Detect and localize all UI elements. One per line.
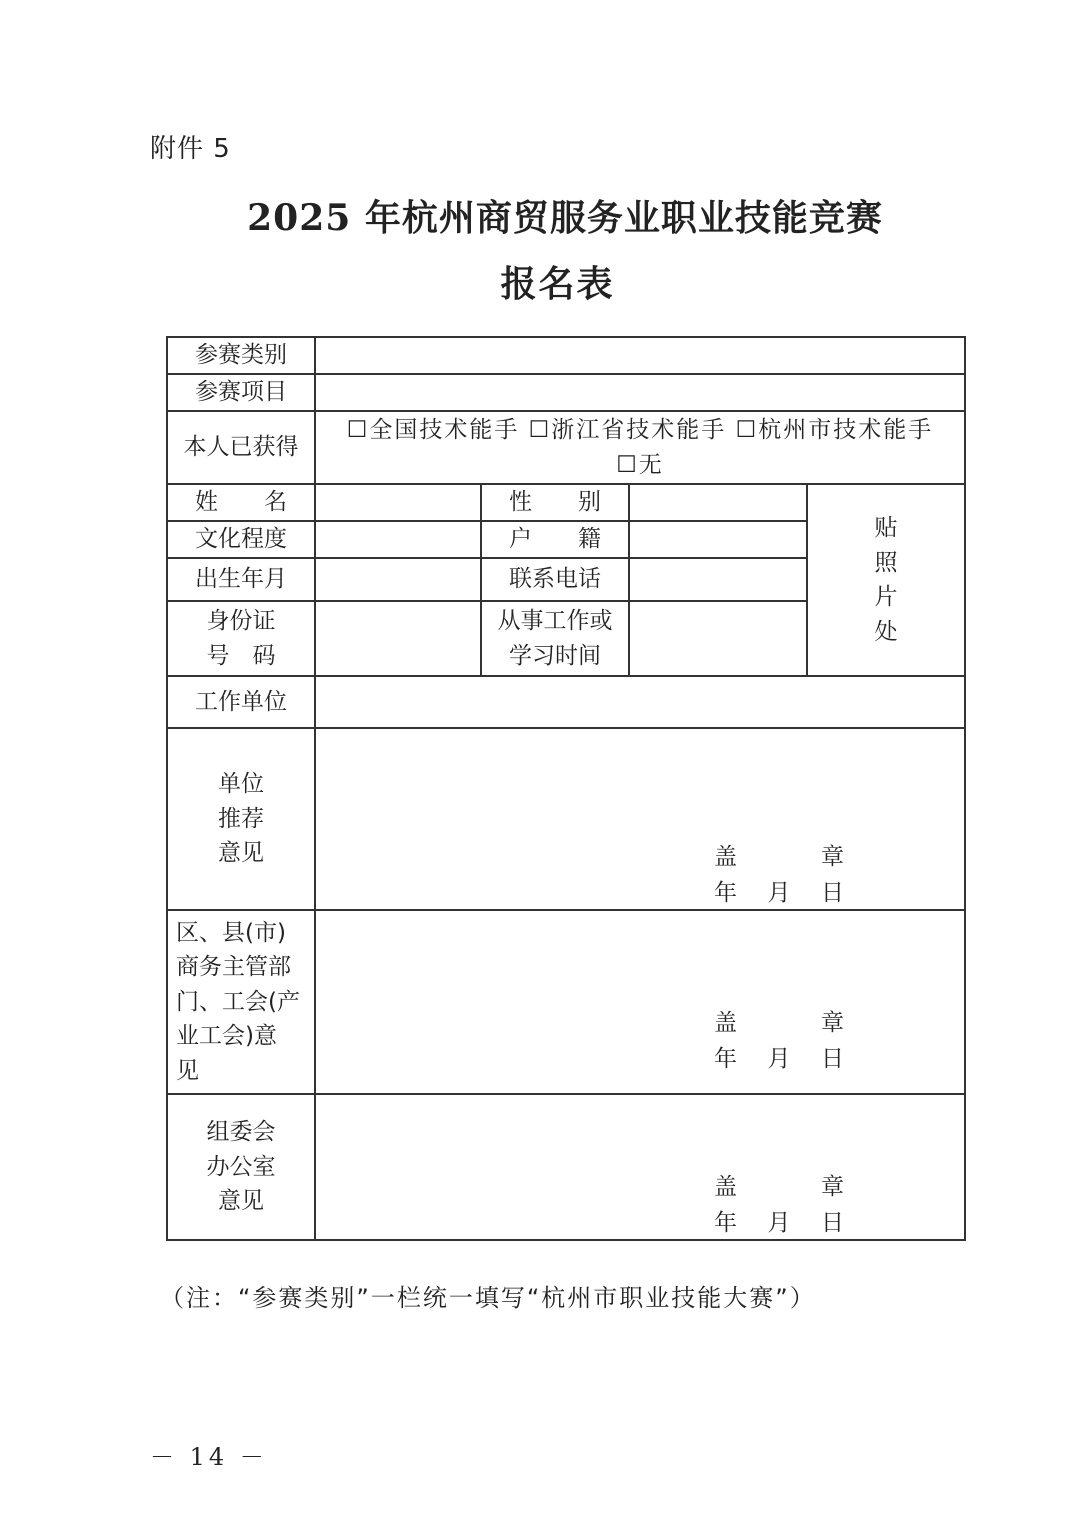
gender-label: 性 别 xyxy=(481,484,629,521)
district-opinion-line: 商务主管部 xyxy=(176,954,291,981)
birth-label: 出生年月 xyxy=(167,558,315,601)
district-opinion-input[interactable] xyxy=(315,910,965,1094)
date-day: 日 xyxy=(821,880,844,906)
district-opinion-line: 区、县(市) xyxy=(176,919,286,946)
district-opinion-line: 业工会)意 xyxy=(176,1023,277,1050)
seal-char: 章 xyxy=(821,844,844,870)
date-year: 年 xyxy=(714,1210,737,1236)
committee-opinion-label xyxy=(167,1094,315,1240)
unit-opinion-line: 意见 xyxy=(218,840,264,867)
unit-seal-block xyxy=(714,839,844,911)
category-label: 参赛类别 xyxy=(167,337,315,374)
seal-char: 章 xyxy=(821,1174,844,1200)
obtained-label: 本人已获得 xyxy=(167,411,315,484)
photo-label-char: 贴 xyxy=(874,515,898,541)
date-year: 年 xyxy=(714,1046,737,1072)
date-year: 年 xyxy=(714,880,737,906)
education-label: 文化程度 xyxy=(167,521,315,558)
category-input[interactable] xyxy=(315,337,965,374)
unit-opinion-label xyxy=(167,728,315,910)
footnote: （注：“参赛类别”一栏统一填写“杭州市职业技能大赛”） xyxy=(160,1284,816,1312)
birth-input[interactable] xyxy=(315,558,481,601)
work-time-label xyxy=(481,601,629,676)
date-month: 月 xyxy=(767,1210,791,1236)
work-time-label-line1: 从事工作或 xyxy=(497,608,613,634)
committee-opinion-line: 组委会 xyxy=(206,1119,276,1146)
phone-label: 联系电话 xyxy=(481,558,629,601)
committee-opinion-input[interactable] xyxy=(315,1094,965,1240)
phone-input[interactable] xyxy=(629,558,807,601)
committee-opinion-line: 意见 xyxy=(218,1188,264,1215)
committee-opinion-line: 办公室 xyxy=(206,1153,276,1180)
seal-char: 章 xyxy=(821,1010,844,1036)
hukou-input[interactable] xyxy=(629,521,807,558)
unit-opinion-row xyxy=(167,728,965,910)
work-time-label-line2: 学习时间 xyxy=(509,642,601,669)
seal-line xyxy=(714,839,844,875)
project-label: 参赛项目 xyxy=(167,374,315,411)
unit-opinion-input[interactable] xyxy=(315,728,965,910)
attachment-label: 附件 5 xyxy=(150,134,231,164)
district-opinion-line: 见 xyxy=(176,1057,199,1084)
unit-opinion-line: 单位 xyxy=(218,771,264,798)
project-row xyxy=(167,374,965,411)
photo-label-char: 处 xyxy=(874,618,898,645)
id-input[interactable] xyxy=(315,601,481,676)
date-day: 日 xyxy=(821,1046,844,1072)
committee-opinion-row xyxy=(167,1094,965,1240)
date-line xyxy=(714,1205,844,1241)
form-title-line1: 2025 年杭州商贸服务业职业技能竞赛 xyxy=(247,197,883,239)
name-label: 姓 名 xyxy=(167,484,315,521)
obtained-options-cell[interactable] xyxy=(315,411,965,484)
seal-char: 盖 xyxy=(714,1174,737,1200)
work-time-input[interactable] xyxy=(629,601,807,676)
date-line xyxy=(714,1041,844,1077)
page-number: － 14 － xyxy=(150,1443,268,1471)
hukou-label: 户 籍 xyxy=(481,521,629,558)
committee-seal-block xyxy=(714,1169,844,1241)
obtained-options[interactable]: ☐全国技术能手 ☐浙江省技术能手 ☐杭州市技术能手 xyxy=(346,417,934,443)
district-opinion-line: 门、工会(产 xyxy=(176,988,300,1015)
registration-form-table xyxy=(166,336,966,1241)
obtained-none-option[interactable]: ☐无 xyxy=(616,451,664,478)
date-month: 月 xyxy=(767,880,791,906)
district-seal-block xyxy=(714,1005,844,1077)
date-month: 月 xyxy=(767,1046,791,1072)
id-label-line1: 身份证 xyxy=(206,608,276,634)
project-input[interactable] xyxy=(315,374,965,411)
name-row xyxy=(167,484,965,521)
photo-box[interactable] xyxy=(807,484,965,676)
employer-row xyxy=(167,676,965,728)
employer-label: 工作单位 xyxy=(167,676,315,728)
photo-label-char: 照 xyxy=(874,549,898,576)
unit-opinion-line: 推荐 xyxy=(218,805,264,832)
date-day: 日 xyxy=(821,1210,844,1236)
education-input[interactable] xyxy=(315,521,481,558)
date-line xyxy=(714,875,844,911)
seal-line xyxy=(714,1169,844,1205)
id-label xyxy=(167,601,315,676)
photo-label-char: 片 xyxy=(874,584,898,610)
seal-char: 盖 xyxy=(714,1010,737,1036)
form-title-line2: 报名表 xyxy=(500,263,615,305)
category-row xyxy=(167,337,965,374)
name-input[interactable] xyxy=(315,484,481,521)
seal-char: 盖 xyxy=(714,844,737,870)
obtained-row xyxy=(167,411,965,484)
seal-line xyxy=(714,1005,844,1041)
gender-input[interactable] xyxy=(629,484,807,521)
district-opinion-label xyxy=(167,910,315,1094)
employer-input[interactable] xyxy=(315,676,965,728)
id-label-line2: 号 码 xyxy=(206,642,276,669)
district-opinion-row xyxy=(167,910,965,1094)
